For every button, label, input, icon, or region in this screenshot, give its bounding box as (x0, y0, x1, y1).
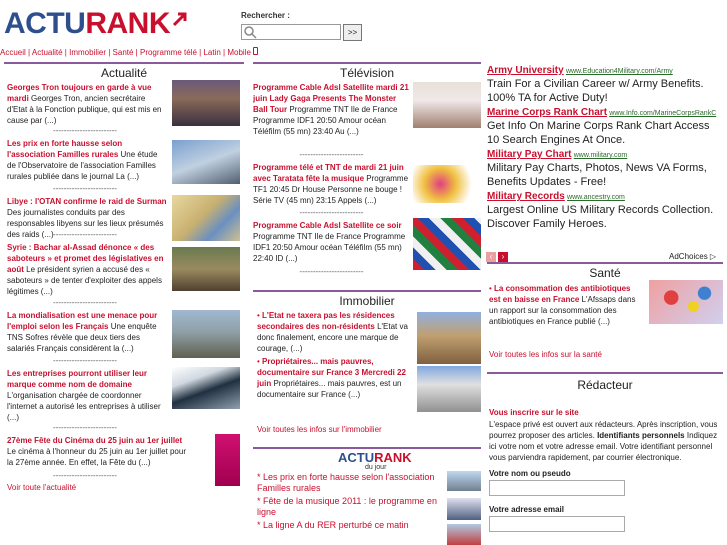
redacteur-title: Rédacteur (577, 378, 633, 392)
mobile-icon (253, 47, 258, 55)
inscription-link[interactable]: Vous inscrire sur le site (489, 408, 579, 417)
adchoices-link[interactable]: AdChoices ▷ (669, 252, 717, 261)
sante-item[interactable]: • La consommation des antibiotiques est en baisse en France L'Afssaps dans un rapport sur la consommation des antibiotiques en France publié (...) (489, 284, 636, 326)
jour-thumb-1 (447, 471, 481, 491)
actualite-thumb-1 (172, 80, 240, 126)
email-field[interactable] (489, 516, 625, 532)
search-label: Rechercher : (241, 11, 290, 20)
immo-more-link[interactable]: Voir toutes les infos sur l'immobilier (257, 425, 382, 434)
actualite-item-3[interactable]: Libye : l'OTAN confirme le raid de Surman Des journalistes conduits par des responsables libyens sur les lieux présumés des raids (...) (7, 197, 167, 239)
redacteur-text: L'espace privé est ouvert aux rédacteurs. Après inscription, vous pourrez proposer des articles. Identifiants personnels Indiquez ici votre nom et votre adresse email. Votre identifiant personnel vous parviendra rapidement, par courrier électronique. (489, 420, 718, 462)
logo-part2: RANK (85, 7, 170, 40)
ad-desc: Military Pay Charts, Photos, News VA Forms, Benefits Updates - Free! (487, 162, 707, 188)
ad-title[interactable]: Marine Corps Rank Chart (487, 108, 608, 118)
ad-1[interactable] (487, 66, 723, 77)
separator: ------------------------ (53, 230, 117, 239)
nav-immobilier[interactable]: Immobilier (69, 48, 107, 57)
actualite-thumb-2 (172, 140, 240, 184)
logo-part1: ACTU (4, 7, 86, 40)
immo-thumb-1 (417, 312, 481, 364)
nav-actualite[interactable]: Actualité (31, 48, 63, 57)
ad-title[interactable]: Army University (487, 65, 564, 76)
ad-block (487, 66, 723, 231)
tv-item-3[interactable]: Programme Cable Adsl Satellite ce soir Programme TNT Ile de France Programme IDF1 20:50 Amour océan Téléfilm (55 mn) 22:40 ID (...) (253, 221, 406, 263)
acturank-du-jour-logo (338, 451, 412, 465)
section-rule (253, 290, 481, 292)
separator: ------------------------ (53, 126, 117, 135)
logo-part1: ACTU (338, 450, 375, 465)
tv-item-1[interactable]: Programme Cable Adsl Satellite mardi 21 juin Lady Gaga Presents The Monster Ball Tour Programme TNT Ile de France Programme IDF1 20:50 Amour océan Téléfilm (55 mn) 23:40 Au (...) (253, 83, 409, 136)
jour-item-2[interactable]: * Fête de la musique 2011 : le programme en ligne (257, 496, 437, 517)
separator: ------------------------ (53, 356, 117, 365)
ad-url[interactable]: www.Education4Military.com/Army (565, 68, 673, 75)
sante-more-link[interactable]: Voir toutes les infos sur la santé (489, 350, 602, 359)
ad-prev-icon[interactable]: ‹ (486, 252, 496, 262)
ad-desc: Largest Online US Military Records Collection. Discover Family Heroes. (487, 204, 714, 230)
tv-thumb-3 (413, 218, 481, 270)
separator: ------------------------ (299, 208, 364, 217)
ad-title[interactable]: Military Pay Chart (487, 149, 572, 160)
ad-title[interactable]: Military Records (487, 191, 565, 202)
actualite-title: Actualité (100, 66, 148, 80)
actualite-thumb-3 (172, 195, 240, 241)
ad-next-icon[interactable]: › (498, 252, 508, 262)
nav-latin[interactable]: Latin (203, 48, 221, 57)
actualite-thumb-6 (172, 367, 240, 409)
section-rule (253, 447, 481, 449)
ad-url[interactable]: www.military.com (573, 152, 628, 159)
immo-item-2[interactable]: • Propriétaires... mais pauvres, documentaire sur France 3 Mercredi 22 juin Propriétaires... mais pauvres, est un documentaire sur France (...) (257, 357, 406, 399)
ad-desc: Train For a Civilian Career w/ Army Benefits. 100% TA for Active Duty! (487, 78, 704, 104)
immobilier-title: Immobilier (339, 294, 395, 308)
actualite-item-6[interactable]: Les entreprises pourront utiliser leur marque comme nom de domaine L'organisation chargée de coordonner l'internet a autorisé les entreprises à utiliser (...) (7, 369, 161, 422)
jour-thumb-3 (447, 524, 481, 545)
ad-desc: Get Info On Marine Corps Rank Chart Access 10 Search Engines At Once. (487, 120, 710, 146)
separator: ------------------------ (299, 267, 364, 276)
actualite-item-5[interactable]: La mondialisation est une menace pour l'emploi selon les Français Une enquête TNS Sofres révèle que deux tiers des salariés Français considèrent la (...) (7, 311, 158, 353)
email-label: Votre adresse email (489, 505, 565, 514)
actualite-thumb-7 (215, 434, 240, 486)
tv-thumb-1 (413, 82, 481, 128)
acturank-du-jour-sub: du jour (365, 464, 387, 471)
nav-sante[interactable]: Santé (112, 48, 134, 57)
section-rule (487, 372, 723, 374)
nav-mobile[interactable]: Mobile (227, 48, 251, 57)
search-input[interactable] (241, 24, 341, 40)
separator: ------------------------ (53, 184, 117, 193)
sante-thumb (649, 280, 723, 324)
name-field[interactable] (489, 480, 625, 496)
section-rule (4, 62, 244, 64)
search-button[interactable]: >> (343, 24, 362, 41)
site-logo[interactable] (4, 8, 170, 40)
separator: ------------------------ (299, 150, 364, 159)
separator: ------------------------ (53, 471, 117, 480)
logo-arrow-icon (173, 11, 187, 27)
jour-item-3[interactable]: * La ligne A du RER perturbé ce matin (257, 520, 409, 530)
television-title: Télévision (339, 66, 395, 80)
nav-programme-tele[interactable]: Programme télé (139, 48, 197, 57)
section-rule (487, 262, 723, 264)
ad-2[interactable] (487, 108, 723, 119)
search-icon (243, 25, 257, 39)
jour-item-1[interactable]: * Les prix en forte hausse selon l'association Familles rurales (257, 472, 435, 493)
actualite-item-7[interactable]: 27ème Fête du Cinéma du 25 juin au 1er juillet Le cinéma à l'honneur du 25 juin au 1er juillet pour la 27ème année. En effet, la Fête du (...) (7, 436, 186, 467)
section-rule (253, 62, 481, 64)
adchoices-icon: ▷ (709, 252, 717, 261)
actualite-item-2[interactable]: Les prix en forte hausse selon l'association Familles rurales Une étude de l'Observatoire de l'association Familles rurales publiée dans le journal La (...) (7, 139, 158, 181)
jour-thumb-2 (447, 498, 481, 520)
main-nav: Accueil | Actualité | Immobilier | Santé | Programme télé | Latin | Mobile (0, 47, 258, 58)
actualite-thumb-5 (172, 310, 240, 358)
ad-url[interactable]: www.ancestry.com (567, 194, 625, 201)
actualite-more-link[interactable]: Voir toute l'actualité (7, 483, 77, 492)
ad-4[interactable] (487, 192, 723, 203)
tv-thumb-2 (413, 165, 481, 203)
name-label: Votre nom ou pseudo (489, 469, 571, 478)
tv-item-2[interactable]: Programme télé et TNT de mardi 21 juin avec Taratata fête la musique Programme TF1 20:45 Dr House Personne ne bouge ! Série TV (45 mn) 23:15 Appels (...) (253, 163, 409, 205)
logo-part2: RANK (374, 450, 412, 465)
actualite-item-4[interactable]: Syrie : Bachar al-Assad dénonce « des saboteurs » et promet des législatives en août Le président syrien a accusé des « saboteurs » de tenter d'exploiter des appels légitimes (...) (7, 243, 164, 296)
ad-url[interactable]: www.Info.com/MarineCorpsRankC (609, 110, 717, 117)
actualite-thumb-4 (172, 247, 240, 291)
separator: ------------------------ (53, 298, 117, 307)
separator: ------------------------ (53, 423, 117, 432)
nav-accueil[interactable]: Accueil (0, 48, 26, 57)
immo-thumb-2 (417, 366, 481, 412)
sante-title: Santé (589, 266, 621, 280)
immo-item-1[interactable]: • L'Etat ne taxera pas les résidences secondaires des non-résidents L'Etat va donc finalement, encore une marque de courage, (...) (257, 311, 408, 353)
ad-3[interactable] (487, 150, 723, 161)
actualite-item-1[interactable]: Georges Tron toujours en garde à vue mardi Georges Tron, ancien secrétaire d'Etat à la Fonction publique, qui est mis en cause par (...) (7, 83, 162, 125)
